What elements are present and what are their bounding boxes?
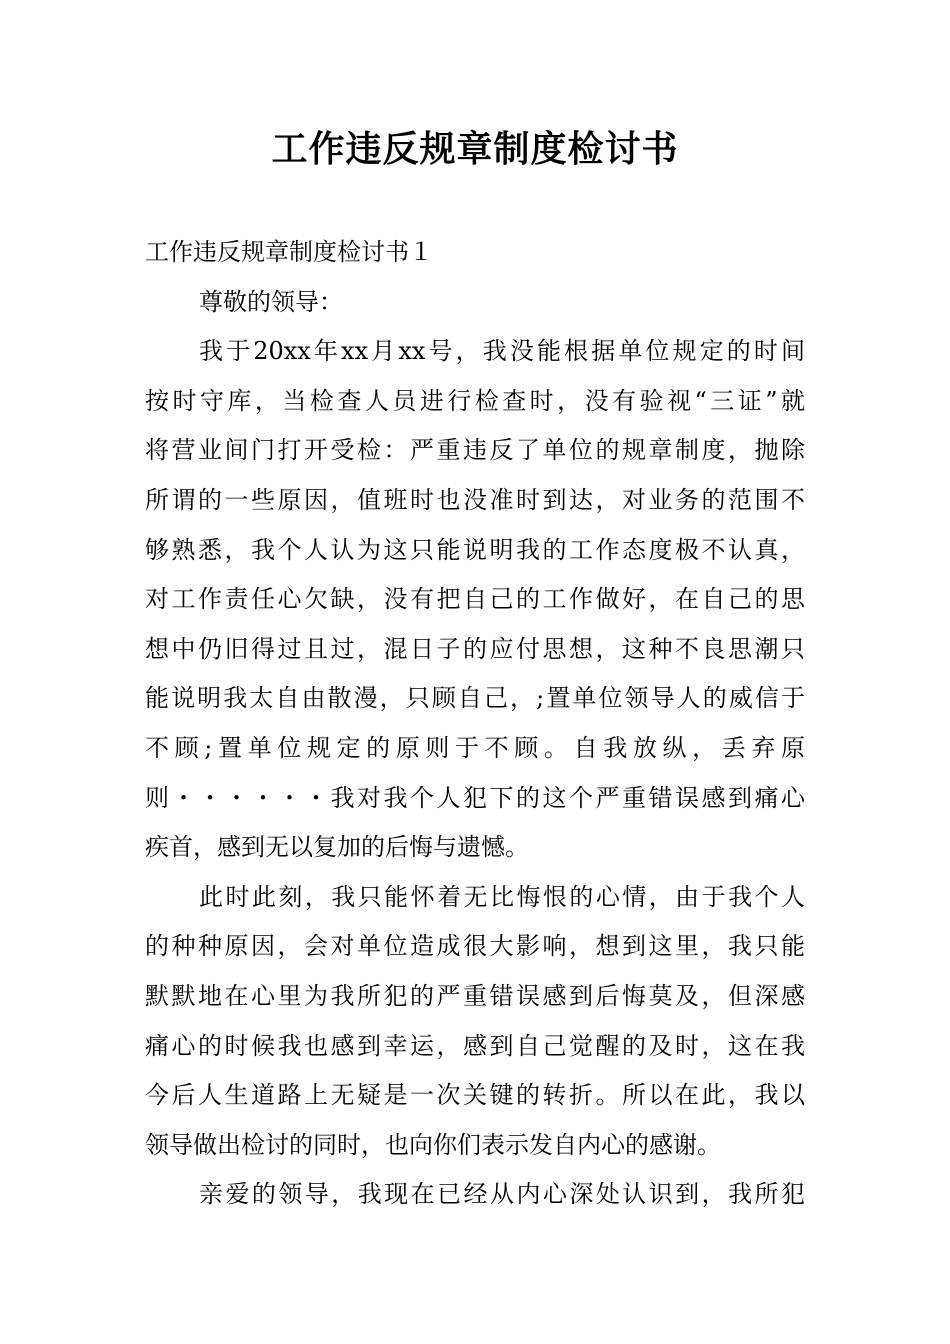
paragraph-line: 我于20xx年xx月xx号，我没能根据单位规定的时间 <box>199 337 805 366</box>
paragraph-line: 将营业间门打开受检：严重违反了单位的规章制度，抛除 <box>145 436 805 465</box>
paragraph-line: 疾首，感到无以复加的后悔与遗憾。 <box>145 833 529 862</box>
paragraph-line: 亲爱的领导，我现在已经从内心深处认识到，我所犯 <box>199 1180 805 1209</box>
paragraph-line: 的种种原因，会对单位造成很大影响，想到这里，我只能 <box>145 932 805 961</box>
paragraph-line: 痛心的时候我也感到幸运，感到自己觉醒的及时，这在我 <box>145 1031 805 1060</box>
salutation: 尊敬的领导： <box>199 287 343 316</box>
paragraph-line: 能说明我太自由散漫，只顾自己，;置单位领导人的威信于 <box>145 684 805 713</box>
paragraph-line: 此时此刻，我只能怀着无比悔恨的心情，由于我个人 <box>199 882 805 911</box>
document-body <box>145 228 805 1220</box>
paragraph-line: 所谓的一些原因，值班时也没准时到达，对业务的范围不 <box>145 485 805 514</box>
paragraph-line: 今后人生道路上无疑是一次关键的转折。所以在此，我以 <box>145 1081 805 1110</box>
paragraph-line: 则・・・・・・我对我个人犯下的这个严重错误感到痛心 <box>145 783 805 812</box>
paragraph-line: 领导做出检讨的同时，也向你们表示发自内心的感谢。 <box>145 1130 721 1159</box>
document-title: 工作违反规章制度检讨书 <box>271 129 679 170</box>
paragraph-line: 按时守库，当检查人员进行检查时，没有验视“三证”就 <box>145 386 805 415</box>
paragraph-line: 够熟悉，我个人认为这只能说明我的工作态度极不认真， <box>145 535 805 564</box>
paragraph-line: 对工作责任心欠缺，没有把自己的工作做好，在自己的思 <box>145 585 805 614</box>
paragraph-line: 默默地在心里为我所犯的严重错误感到后悔莫及，但深感 <box>145 981 805 1010</box>
paragraph-line: 想中仍旧得过且过，混日子的应付思想，这种不良思潮只 <box>145 634 805 663</box>
section-subtitle: 工作违反规章制度检讨书１ <box>145 238 433 266</box>
paragraph-line: 不顾;置单位规定的原则于不顾。自我放纵，丢弃原 <box>145 733 805 762</box>
